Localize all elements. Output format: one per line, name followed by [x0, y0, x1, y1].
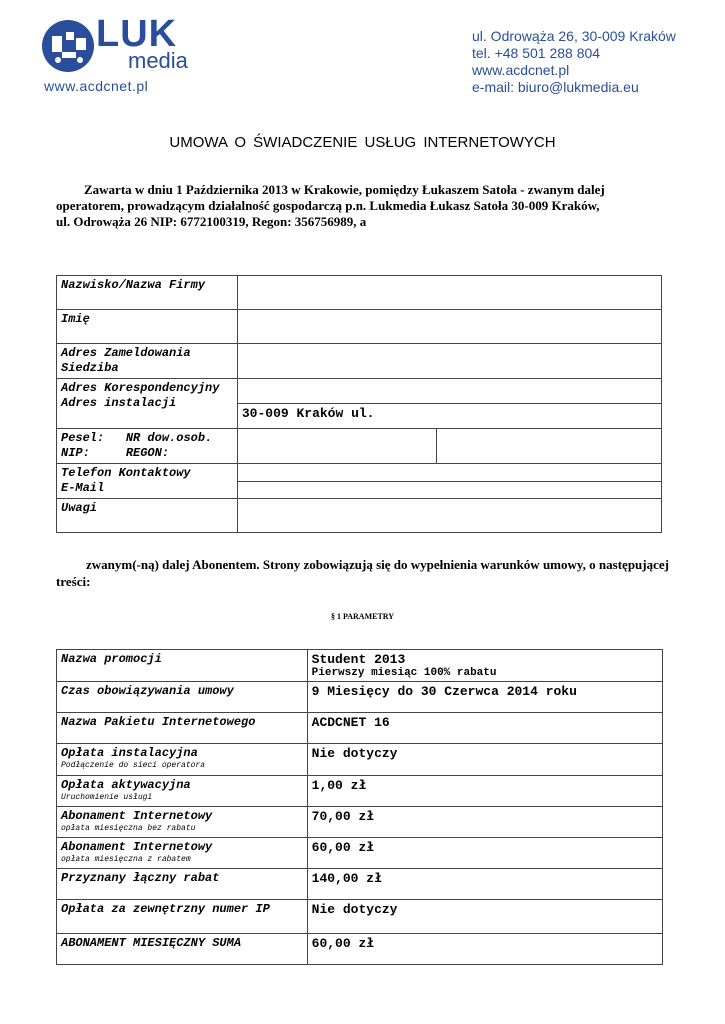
contact-block [472, 28, 676, 96]
client-data-table [56, 275, 662, 533]
label-notes: Uwagi [57, 499, 238, 533]
field-address-registration[interactable] [237, 344, 661, 379]
parameters-table [56, 649, 663, 965]
param-label-sum: ABONAMENT MIESIĘCZNY SUMA [57, 934, 308, 965]
intro-paragraph [56, 182, 676, 230]
label-address-registration: Adres Zameldowania Siedziba [57, 344, 238, 379]
param-value-discount: 140,00 zł [307, 869, 662, 900]
promo-subtext: Pierwszy miesiąc 100% rabatu [311, 667, 497, 679]
contact-email: e-mail: biuro@lukmedia.eu [472, 79, 639, 95]
label-address-installation: Adres instalacji [61, 396, 177, 410]
install-label: Opłata instalacyjna [61, 746, 198, 760]
label-address-corr-inst [57, 379, 238, 429]
contact-phone: tel. +48 501 288 804 [472, 45, 601, 61]
section-title: § 1 PARAMETRY [330, 612, 395, 621]
subscription-discount-label: Abonament Internetowy [61, 840, 213, 854]
subscription-discount-subtext: opłata miesięczna z rabatem [61, 855, 191, 864]
field-email[interactable] [237, 481, 661, 499]
field-address-correspondence[interactable] [237, 379, 661, 404]
activation-subtext: Uruchomienie usługi [61, 793, 153, 802]
document-title: UMOWA O ŚWIADCZENIE USŁUG INTERNETOWYCH [169, 134, 556, 151]
abonent-line: treści: [56, 574, 91, 589]
param-value-activation: 1,00 zł [307, 776, 662, 807]
param-value-promo [307, 650, 662, 682]
field-pesel-nip[interactable] [237, 429, 437, 464]
label-regon: REGON: [125, 446, 170, 460]
contact-address: ul. Odrowąża 26, 30-009 Kraków [472, 28, 676, 44]
abonent-paragraph [56, 556, 676, 590]
field-address-installation[interactable]: 30-009 Kraków ul. [237, 404, 661, 429]
param-label-package: Nazwa Pakietu Internetowego [57, 713, 308, 744]
label-email: E-Mail [61, 481, 105, 495]
label-address-correspondence: Adres Korespondencyjny [61, 381, 220, 395]
param-value-package: ACDCNET 16 [307, 713, 662, 744]
logo-url: www.acdcnet.pl [44, 78, 149, 94]
activation-label: Opłata aktywacyjna [61, 778, 191, 792]
param-value-install: Nie dotyczy [307, 744, 662, 776]
param-label-promo: Nazwa promocji [57, 650, 308, 682]
field-first-name[interactable] [237, 310, 661, 344]
field-id-regon[interactable] [437, 429, 662, 464]
label-pesel: Pesel: [61, 431, 105, 445]
param-label-subscription-discount [57, 838, 308, 869]
param-value-subscription-discount: 60,00 zł [307, 838, 662, 869]
company-logo-graphic [40, 16, 96, 76]
param-label-discount: Przyznany łączny rabat [57, 869, 308, 900]
param-label-subscription-full [57, 807, 308, 838]
label-id-number: NR dow.osob. [125, 431, 213, 445]
label-name: Nazwisko/Nazwa Firmy [57, 276, 238, 310]
install-subtext: Podłączenie do sieci operatora [61, 761, 206, 770]
param-label-ip: Opłata za zewnętrzny numer IP [57, 900, 308, 934]
subscription-full-subtext: opłata miesięczna bez rabatu [61, 824, 196, 833]
subscription-full-label: Abonament Internetowy [61, 809, 213, 823]
param-value-sum: 60,00 zł [307, 934, 662, 965]
field-name[interactable] [237, 276, 661, 310]
label-nip: NIP: [61, 446, 90, 460]
param-label-period: Czas obowiązywania umowy [57, 682, 308, 713]
param-label-install [57, 744, 308, 776]
param-value-ip: Nie dotyczy [307, 900, 662, 934]
intro-line: Zawarta w dniu 1 Października 2013 w Krakowie, pomiędzy Łukaszem Satoła - zwanym dalej [84, 182, 605, 197]
intro-line: operatorem, prowadzącym działalność gospodarczą p.n. Lukmedia Łukasz Satoła 30-009 Kraków, [56, 198, 600, 213]
field-phone[interactable] [237, 464, 661, 482]
label-first-name: Imię [57, 310, 238, 344]
contact-website: www.acdcnet.pl [472, 62, 570, 78]
label-ids [57, 429, 238, 464]
field-notes[interactable] [237, 499, 661, 533]
param-value-subscription-full: 70,00 zł [307, 807, 662, 838]
label-contact [57, 464, 238, 499]
promo-name: Student 2013 [311, 652, 406, 667]
intro-line: ul. Odrowąża 26 NIP: 6772100319, Regon: 356756989, a [56, 214, 367, 229]
param-label-activation [57, 776, 308, 807]
label-phone: Telefon Kontaktowy [61, 466, 191, 480]
abonent-line: zwanym(-ną) dalej Abonentem. Strony zobowiązują się do wypełnienia warunków umowy, o następującej [86, 557, 669, 572]
logo-media-text: media [128, 48, 188, 73]
param-value-period: 9 Miesięcy do 30 Czerwca 2014 roku [307, 682, 662, 713]
logo-luk-text: LUK [96, 13, 178, 55]
